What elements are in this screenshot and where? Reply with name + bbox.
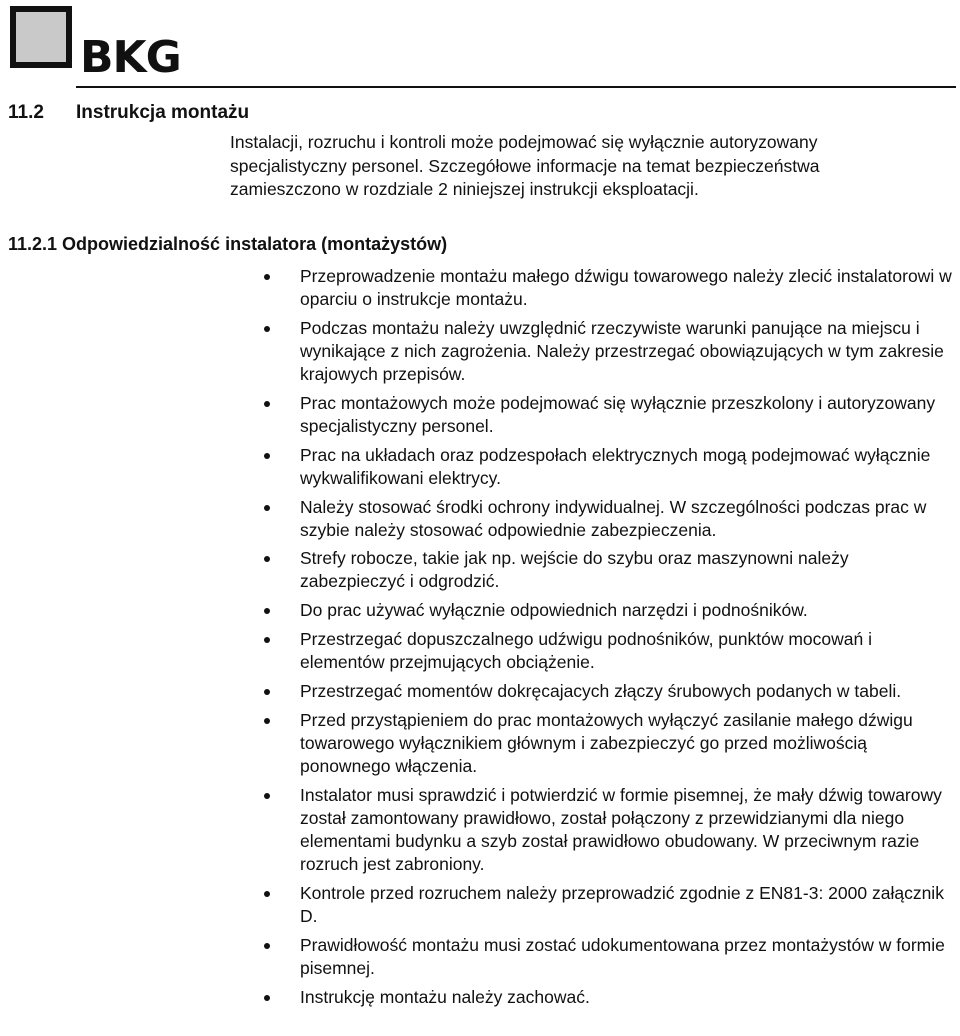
bullet-icon xyxy=(264,689,270,695)
list-item xyxy=(264,392,954,438)
list-item xyxy=(264,934,954,980)
bullet-icon xyxy=(264,891,270,897)
list-item-text: Przed przystąpieniem do prac montażowych wyłączyć zasilanie małego dźwigu towarowego wyłącznikiem głównym i zabezpieczyć go przed możliwością ponownego włączenia. xyxy=(300,710,913,777)
responsibility-list xyxy=(264,265,954,1014)
list-item-text: Instrukcję montażu należy zachować. xyxy=(300,986,590,1007)
list-item xyxy=(264,317,954,386)
list-item xyxy=(264,784,954,876)
list-item-text: Przestrzegać momentów dokręcajacych złączy śrubowych podanych w tabeli. xyxy=(300,681,902,702)
list-item xyxy=(264,265,954,311)
bkg-logo xyxy=(10,6,210,83)
list-item-text: Prawidłowość montażu musi zostać udokumentowana przez montażystów w formie pisemnej. xyxy=(300,934,945,978)
list-item xyxy=(264,547,954,593)
bullet-icon xyxy=(264,608,270,614)
list-item-text: Prac na układach oraz podzespołach elektrycznych mogą podejmować wyłącznie wykwalifikowani elektrycy. xyxy=(300,444,931,488)
logo-text: BKG xyxy=(80,32,181,83)
list-item-text: Kontrole przed rozruchem należy przeprowadzić zgodnie z EN81-3: 2000 załącznik D. xyxy=(300,882,944,926)
bullet-icon xyxy=(264,326,270,332)
list-item xyxy=(264,680,954,703)
list-item-text: Do prac używać wyłącznie odpowiednich narzędzi i podnośników. xyxy=(300,600,808,621)
list-item-text: Podczas montażu należy uwzględnić rzeczywiste warunki panujące na miejscu i wynikające z nich zagrożenia. Należy przestrzegać obowiązujących w tym zakresie krajowych przepisów. xyxy=(300,317,944,384)
bullet-icon xyxy=(264,793,270,799)
bullet-icon xyxy=(264,556,270,562)
bullet-icon xyxy=(264,995,270,1001)
bullet-icon xyxy=(264,453,270,459)
list-item xyxy=(264,599,954,622)
bullet-icon xyxy=(264,274,270,280)
list-item-text: Należy stosować środki ochrony indywidualnej. W szczególności podczas prac w szybie należy stosować odpowiednie zabezpieczenia. xyxy=(300,496,927,540)
bullet-icon xyxy=(264,718,270,724)
list-item xyxy=(264,444,954,490)
list-item xyxy=(264,986,954,1009)
list-item xyxy=(264,496,954,542)
bullet-icon xyxy=(264,401,270,407)
list-item-text: Instalator musi sprawdzić i potwierdzić w formie pisemnej, że mały dźwig towarowy został zamontowany prawidłowo, został połączony z przewidzianymi dla niego elementami budynku a szyb został prawidłowo obudowany. W przeciwnym razie rozruch jest zabroniony. xyxy=(300,784,942,874)
subsection-title: 11.2.1 Odpowiedzialność instalatora (montażystów) xyxy=(8,234,448,254)
list-item-text: Przestrzegać dopuszczalnego udźwigu podnośników, punktów mocowań i elementów przejmujących obciążenie. xyxy=(300,629,872,673)
section-title: Instrukcja montażu xyxy=(76,102,250,123)
list-item-text: Strefy robocze, takie jak np. wejście do szybu oraz maszynowni należy zabezpieczyć i odgrodzić. xyxy=(300,548,849,592)
section-intro: Instalacji, rozruchu i kontroli może podejmować się wyłącznie autoryzowany specjalistyczny personel. Szczegółowe informacje na temat bezpieczeństwa zamieszczono w rozdziale 2 niniejszej instrukcji eksploatacji. xyxy=(230,132,820,199)
bullet-icon xyxy=(264,505,270,511)
list-item-text: Prac montażowych może podejmować się wyłącznie przeszkolony i autoryzowany specjalistyczny personel. xyxy=(300,392,936,436)
list-item xyxy=(264,628,954,674)
list-item xyxy=(264,709,954,778)
list-item xyxy=(264,882,954,928)
bullet-icon xyxy=(264,637,270,643)
list-item-text: Przeprowadzenie montażu małego dźwigu towarowego należy zlecić instalatorowi w oparciu o instrukcje montażu. xyxy=(300,266,952,309)
bullet-icon xyxy=(264,943,270,949)
section-number: 11.2 xyxy=(8,102,44,123)
header-rule xyxy=(76,86,956,88)
logo-square-mark xyxy=(10,6,72,68)
